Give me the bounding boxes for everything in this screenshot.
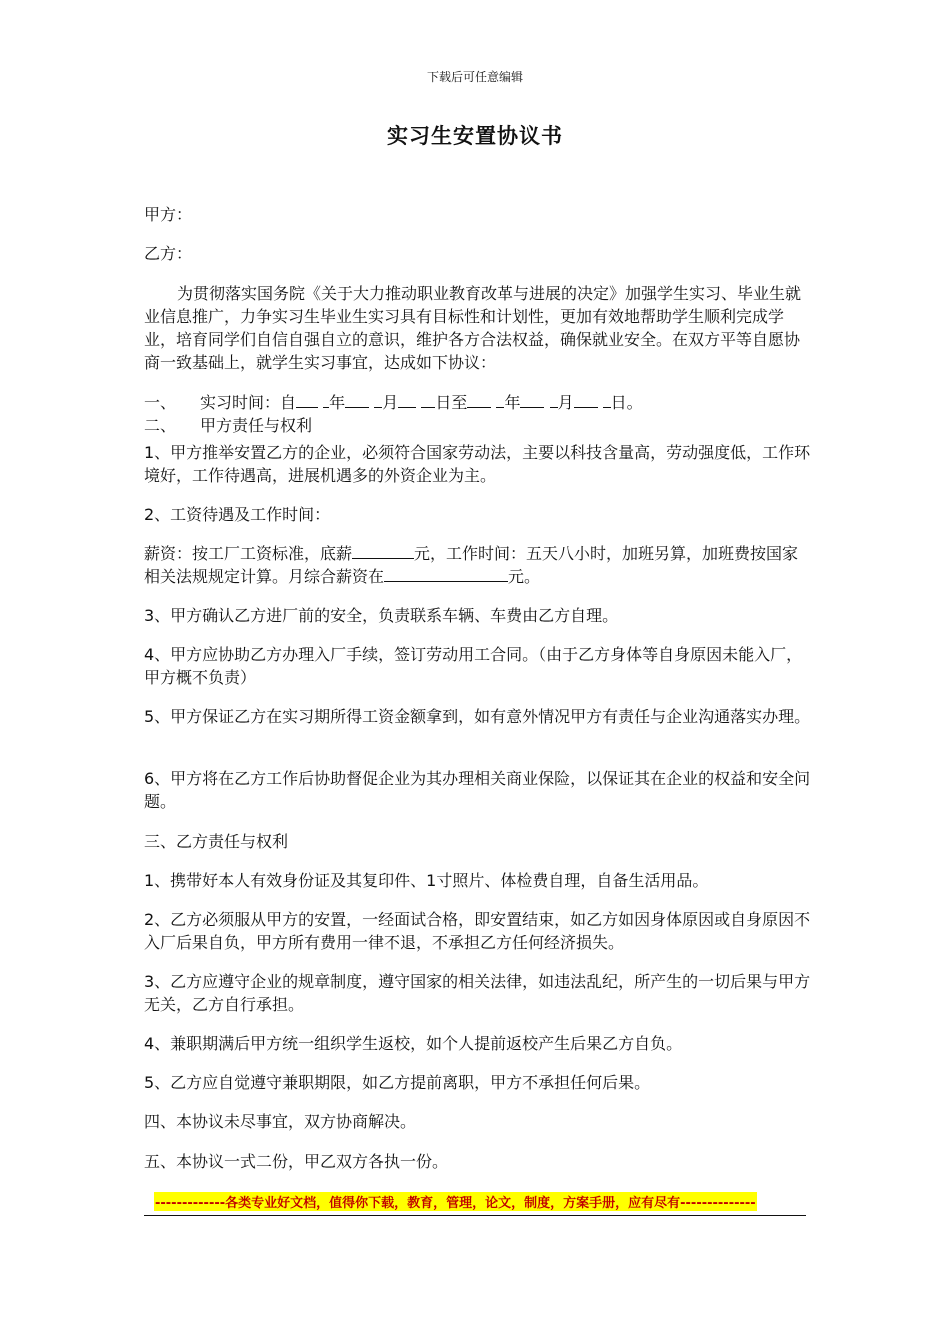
- month-label: 月: [557, 393, 574, 412]
- clause-a4: 4、甲方应协助乙方办理入厂手续，签订劳动用工合同。（由于乙方身体等自身原因未能入厂，甲方概不负责）: [144, 645, 803, 687]
- clause-b2: 2、乙方必须服从甲方的安置，一经面试合格，即安置结束，如乙方如因身体原因或自身原因不入厂后果自负，甲方所有费用一律不退，不承担乙方任何经济损失。: [144, 910, 811, 952]
- day-to-label: 日至: [435, 393, 468, 412]
- blank-base-salary: [352, 542, 414, 559]
- section-4: 四、本协议未尽事宜，双方协商解决。: [144, 1112, 417, 1131]
- party-b-line: 乙方：: [144, 244, 193, 263]
- header-note: 下载后可任意编辑: [426, 70, 523, 84]
- blank-start-month: [345, 391, 369, 408]
- month-label: 月: [382, 393, 399, 412]
- blank-end-day: [574, 391, 598, 408]
- clause-a5: 5、甲方保证乙方在实习期所得工资金额拿到，如有意外情况甲方有责任与企业沟通落实办理。: [144, 707, 811, 726]
- clause-salary: [144, 542, 812, 588]
- year-label: 年: [329, 393, 346, 412]
- clause-a1: 1、甲方推举安置乙方的企业，必须符合国家劳动法，主要以科技含量高，劳动强度低，工作环境好，工作待遇高，进展机遇多的外资企业为主。: [144, 443, 811, 485]
- section-1-number: 一、: [144, 393, 177, 412]
- party-a-line: 甲方：: [144, 205, 193, 224]
- clause-a3: 3、甲方确认乙方进厂前的安全，负责联系车辆、车费由乙方自理。: [144, 606, 619, 625]
- blank-gap: [550, 391, 558, 408]
- footer-banner-text: -------------各类专业好文档，值得你下载，教育，管理，论文，制度，方案手册，应有尽有--------------: [154, 1192, 757, 1211]
- clause-b1: 1、携带好本人有效身份证及其复印件、1寸照片、体检费自理，自备生活用品。: [144, 871, 709, 890]
- blank-gap: [603, 391, 611, 408]
- clause-a2: 2、工资待遇及工作时间：: [144, 505, 331, 524]
- blank-end-month: [520, 391, 544, 408]
- section-3-heading: 三、乙方责任与权利: [144, 832, 289, 851]
- year-label: 年: [504, 393, 521, 412]
- blank-start-year: [296, 391, 318, 408]
- section-2-title: 甲方责任与权利: [200, 416, 313, 435]
- salary-text-2: 元，工作时间：五天八小时，加班另算，加班费按国家相关法规规定计算。月综合薪资在: [144, 544, 799, 586]
- blank-monthly-salary: [384, 565, 508, 582]
- salary-text-3: 元。: [508, 567, 541, 586]
- section-1-internship-period: [144, 391, 812, 414]
- section-5: 五、本协议一式二份，甲乙双方各执一份。: [144, 1152, 449, 1171]
- period-label: 实习时间：自: [200, 393, 297, 412]
- footer-banner: [144, 1190, 806, 1216]
- day-end-label: 日。: [610, 393, 643, 412]
- clause-a6: 6、甲方将在乙方工作后协助督促企业为其办理相关商业保险，以保证其在企业的权益和安全问题。: [144, 769, 811, 811]
- intro-paragraph: 为贯彻落实国务院《关于大力推动职业教育改革与进展的决定》加强学生实习、毕业生就业信息推广，力争实习生毕业生实习具有目标性和计划性，更加有效地帮助学生顺利完成学业，培育同学们自信自强自立的意识，维护各方合法权益，确保就业安全。在双方平等自愿协商一致基础上，就学生实习事宜，达成如下协议：: [144, 284, 802, 372]
- document-title: 实习生安置协议书: [387, 124, 563, 148]
- salary-text-1: 薪资：按工厂工资标准，底薪: [144, 544, 353, 563]
- section-2-heading: [144, 414, 812, 437]
- clause-b4: 4、兼职期满后甲方统一组织学生返校，如个人提前返校产生后果乙方自负。: [144, 1034, 683, 1053]
- blank-start-day: [398, 391, 416, 408]
- blank-gap: [421, 391, 435, 408]
- section-2-number: 二、: [144, 416, 177, 435]
- blank-end-year: [467, 391, 491, 408]
- clause-b3: 3、乙方应遵守企业的规章制度，遵守国家的相关法律，如违法乱纪，所产生的一切后果与甲方无关，乙方自行承担。: [144, 972, 811, 1014]
- clause-b5: 5、乙方应自觉遵守兼职期限，如乙方提前离职，甲方不承担任何后果。: [144, 1073, 651, 1092]
